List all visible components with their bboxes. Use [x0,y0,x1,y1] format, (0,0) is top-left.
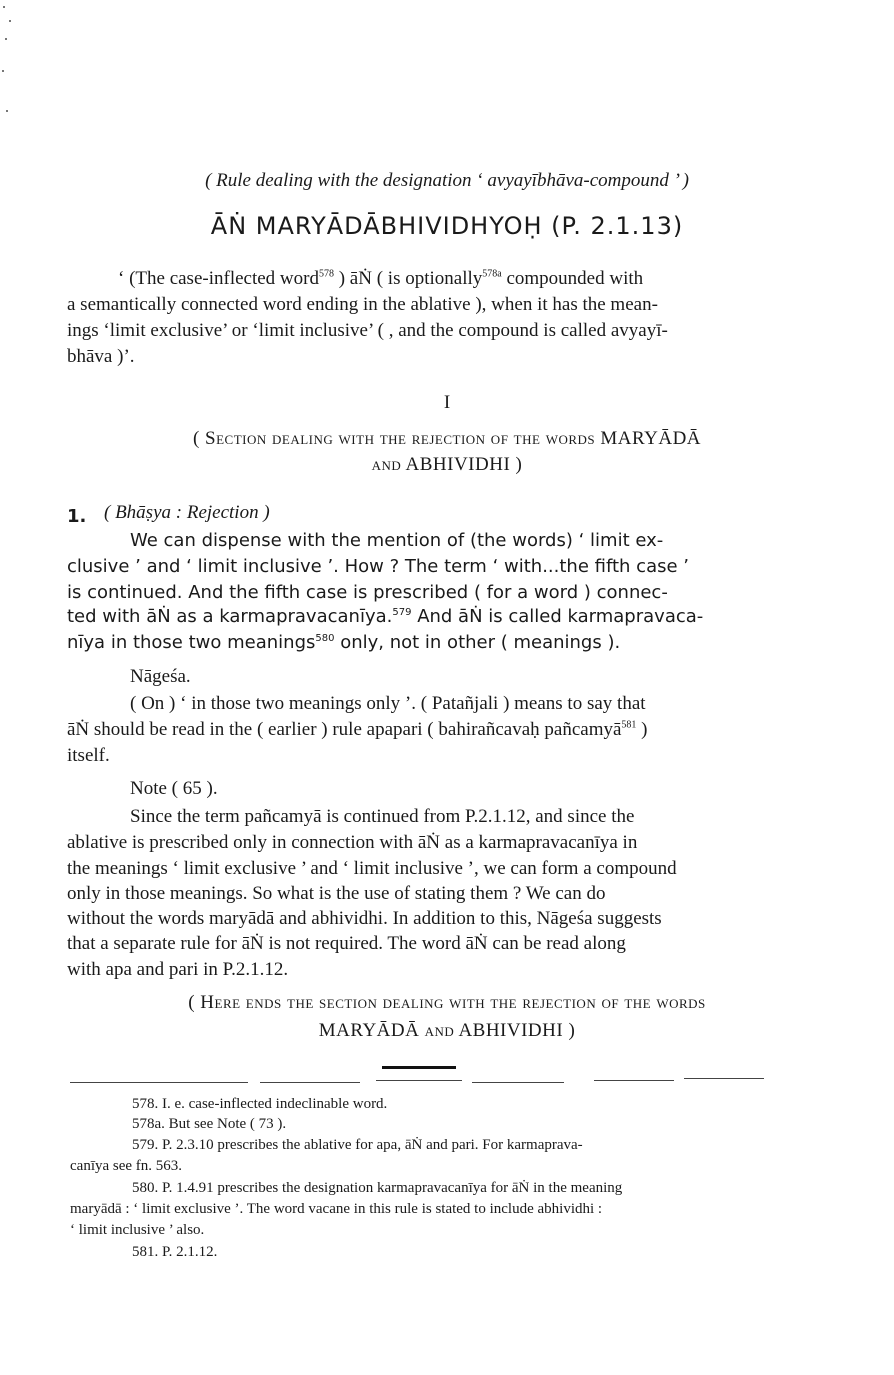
footnote-580-line-1: 580. P. 1.4.91 prescribes the designation karmapravacanīya for āṄ in the meaning [132,1180,623,1196]
ornament-rule [594,1080,674,1081]
note-line: only in those meanings. So what is the use of stating them ? We can do [67,883,606,904]
section-end-line-1: ( Here ends the section dealing with the rejection of the words [188,992,706,1013]
footnote-ref-579: 579 [392,607,412,618]
bhasya-line-5-text-a: nīya in those two meanings [67,632,316,653]
section-end-line-2: MARYĀDĀ and ABHIVIDHI ) [318,1020,576,1041]
bhasya-number: 1. [67,506,87,527]
ornament-rule [382,1066,456,1069]
scan-speck [9,20,11,22]
footnote-ref-580: 580 [315,633,335,644]
footnote-580-line-2: maryādā : ‘ limit exclusive ’. The word vacane in this rule is stated to include abhividhi : [70,1201,603,1217]
nagesa-line-2-text-a: āṄ should be read in the ( earlier ) rule apapari ( bahirañcavaḥ pañcamyā [67,719,622,740]
scan-speck [5,38,7,40]
note-line: ablative is prescribed only in connection with āṄ as a karmapravacanīya in [67,832,638,853]
scan-speck [3,6,5,8]
rule-caption: ( Rule dealing with the designation ‘ avyayībhāva-compound ’ ) [205,170,689,191]
section-number: I [443,392,451,413]
translation-text-2: ) āṄ ( is optionally [338,268,483,289]
note-line: with apa and pari in P.2.1.12. [67,959,289,980]
footnote-579-line-1: 579. P. 2.3.10 prescribes the ablative for apa, āṄ and pari. For karmaprava- [132,1137,583,1153]
bhasya-line-3: is continued. And the fifth case is prescribed ( for a word ) connec- [67,582,668,603]
section-heading-line-1: ( Section dealing with the rejection of the words MARYĀDĀ [192,428,702,449]
section-heading-line-2: and ABHIVIDHI ) [371,454,523,475]
note-line: Since the term pañcamyā is continued from P.2.1.12, and since the [130,806,635,827]
translation-line-3: ings ‘limit exclusive’ or ‘limit inclusive’ ( , and the compound is called avyayī- [67,320,668,341]
nagesa-line-2 [67,719,648,741]
note-line: the meanings ‘ limit exclusive ’ and ‘ limit inclusive ’, we can form a compound [67,858,677,879]
note-line: that a separate rule for āṄ is not required. The word āṄ can be read along [67,933,626,954]
translation-line-1 [118,268,643,290]
page-title: ĀṄ MARYĀDĀBHIVIDHYOḤ (P. 2.1.13) [210,212,684,240]
bhasya-line-4 [67,606,703,627]
translation-text-3: compounded with [506,268,644,289]
translation-text-1: ‘ (The case-inflected word [118,268,319,289]
bhasya-line-5-text-b: only, not in other ( meanings ). [340,632,621,653]
nagesa-line-1: ( On ) ‘ in those two meanings only ’. ( Patañjali ) means to say that [130,693,646,714]
ornament-rule [70,1082,248,1083]
bhasya-line-4-text-b: And āṄ is called karmapravaca- [417,606,704,627]
footnote-ref-581: 581 [621,719,637,731]
footnote-578: 578. I. e. case-inflected indeclinable word. [132,1096,388,1112]
ornament-rule [260,1082,360,1083]
bhasya-line-2: clusive ’ and ‘ limit inclusive ’. How ? The term ‘ with...the fifth case ’ [67,556,689,577]
bhasya-line-1: We can dispense with the mention of (the words) ‘ limit ex- [130,530,664,551]
note-line: without the words maryādā and abhividhi. In addition to this, Nāgeśa suggests [67,908,662,929]
bhasya-line-5 [67,632,620,653]
note-label: Note ( 65 ). [130,778,218,799]
ornament-rule [684,1078,764,1079]
scan-speck [2,70,4,72]
footnote-578a: 578a. But see Note ( 73 ). [132,1116,287,1132]
nagesa-line-2-text-b: ) [641,719,648,740]
footnote-ref-578: 578 [318,268,334,280]
bhasya-label: ( Bhāṣya : Rejection ) [104,502,270,523]
bhasya-line-4-text-a: ted with āṄ as a karmapravacanīya. [67,606,393,627]
ornament-rule [376,1080,462,1081]
footnote-580-line-3: ‘ limit inclusive ’ also. [70,1222,205,1238]
nagesa-line-3: itself. [67,745,110,766]
footnote-ref-578a: 578a [482,268,502,280]
footnote-579-line-2: canīya see fn. 563. [70,1158,183,1174]
footnote-581: 581. P. 2.1.12. [132,1244,218,1260]
nagesa-label: Nāgeśa. [130,666,191,687]
ornament-rule [472,1082,564,1083]
translation-line-2: a semantically connected word ending in the ablative ), when it has the mean- [67,294,658,315]
scan-speck [6,110,8,112]
translation-line-4: bhāva )’. [67,346,135,367]
